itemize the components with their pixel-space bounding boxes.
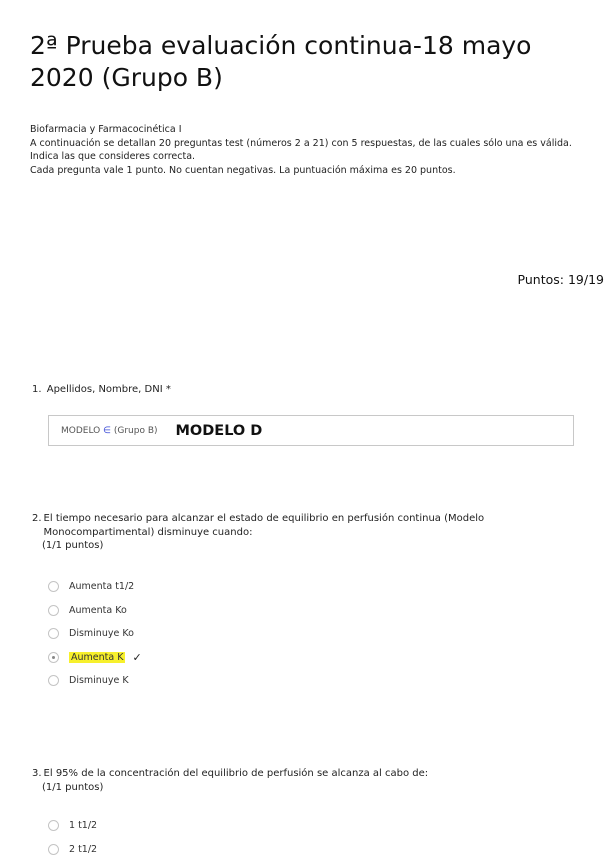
radio-button-selected[interactable] — [48, 652, 59, 663]
form-description — [30, 123, 590, 177]
option-label: 1 t1/2 — [69, 820, 97, 831]
question-number: 2. — [32, 512, 42, 539]
option-label: Disminuye K — [69, 675, 129, 686]
radio-button[interactable] — [48, 675, 59, 686]
option-item[interactable] — [48, 622, 142, 646]
description-line: Biofarmacia y Farmacocinética I — [30, 123, 590, 137]
option-label: Disminuye Ko — [69, 628, 134, 639]
option-item[interactable] — [48, 599, 142, 623]
option-item[interactable] — [48, 838, 97, 861]
radio-button[interactable] — [48, 581, 59, 592]
question-number: 1. — [32, 383, 42, 397]
option-label: Aumenta Ko — [69, 605, 127, 616]
description-line: Indica las que consideres correcta. — [30, 150, 590, 164]
question-3 — [32, 767, 572, 794]
answer-prefix — [61, 426, 158, 436]
answer-prefix-group: (Grupo B) — [114, 426, 158, 436]
radio-button[interactable] — [48, 844, 59, 855]
checkmark-icon: ✓ — [132, 651, 141, 664]
option-item[interactable] — [48, 814, 97, 838]
score-display — [518, 272, 604, 287]
description-line: Cada pregunta vale 1 punto. No cuentan negativas. La puntuación máxima es 20 puntos. — [30, 164, 590, 178]
radio-button[interactable] — [48, 628, 59, 639]
question-text: El 95% de la concentración del equilibrio de perfusión se alcanza al cabo de: — [44, 767, 429, 781]
element-of-symbol: ∈ — [103, 426, 111, 436]
description-line: A continuación se detallan 20 preguntas test (números 2 a 21) con 5 respuestas, de las cuales sólo una es válida. — [30, 137, 590, 151]
question-points: (1/1 puntos) — [32, 539, 572, 553]
score-value: 19/19 — [568, 272, 604, 287]
answer-prefix-model: MODELO — [61, 426, 100, 436]
option-label: 2 t1/2 — [69, 844, 97, 855]
option-item[interactable] — [48, 575, 142, 599]
score-label: Puntos: — [518, 272, 564, 287]
question-points: (1/1 puntos) — [32, 781, 572, 795]
page-title: 2ª Prueba evaluación continua-18 mayo 2020 (Grupo B) — [30, 30, 590, 94]
option-item[interactable] — [48, 669, 142, 693]
answer-input[interactable] — [48, 415, 574, 446]
question-text: El tiempo necesario para alcanzar el estado de equilibrio en perfusión continua (Modelo Monocompartimental) disminuye cuando: — [44, 512, 572, 539]
radio-button[interactable] — [48, 605, 59, 616]
question-2 — [32, 512, 572, 553]
question-text: Apellidos, Nombre, DNI * — [47, 384, 171, 395]
radio-button[interactable] — [48, 820, 59, 831]
options-list — [48, 575, 142, 693]
option-label: Aumenta K — [69, 652, 125, 663]
question-1 — [32, 383, 572, 397]
question-number: 3. — [32, 767, 42, 781]
option-item-selected[interactable] — [48, 646, 142, 670]
answer-value: MODELO D — [176, 423, 263, 439]
options-list — [48, 814, 97, 861]
option-label: Aumenta t1/2 — [69, 581, 134, 592]
